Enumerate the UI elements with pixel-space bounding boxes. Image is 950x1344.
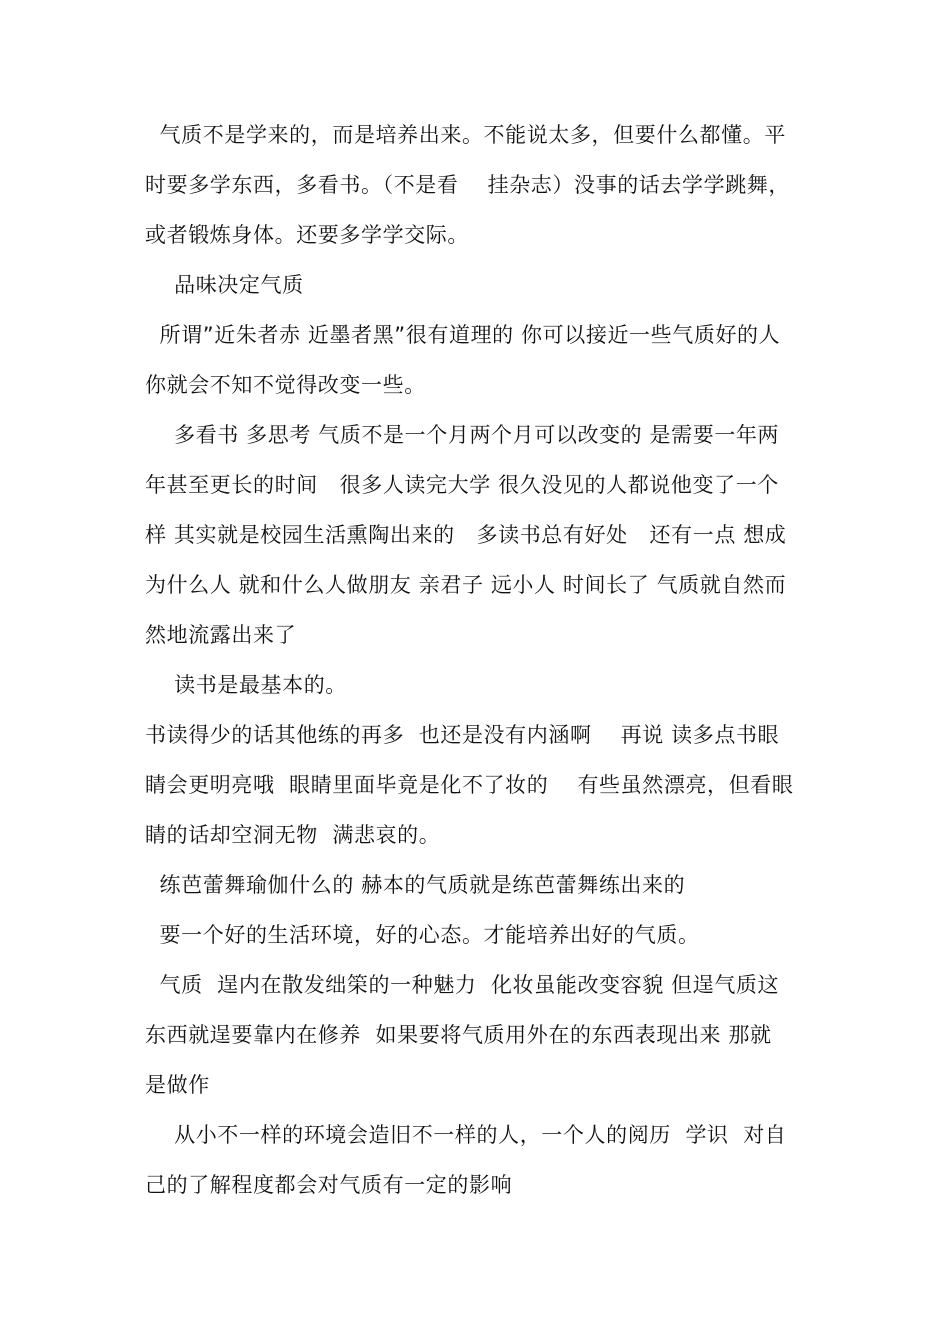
text-line: 为什么人 就和什么人做朋友 亲君子 远小人 时间长了 气质就自然而 [145,573,787,597]
text-line: 或者锻炼身体。还要多学学交际。 [145,223,469,247]
text-line: 年甚至更长的时间 很多人读完大学 很久没见的人都说他变了一个 [145,473,779,497]
text-line: 品味决定气质 [145,273,304,297]
text-line: 练芭蕾舞瑜伽什么的 赫本的气质就是练芭蕾舞练出来的 [145,873,686,897]
text-line: 气质 逞内在散发绌筞的一种魅力 化妆虽能改变容貌 但逞气质这 [145,973,780,997]
text-line: 然地流露出来了 [145,623,297,647]
text-line: 多看书 多思考 气质不是一个月两个月可以改变的 是需要一年两 [145,423,780,447]
text-line: 己的了解程度都会对气质有一定的影响 [145,1173,513,1197]
text-line: 所谓”近朱者赤 近墨者黑”很有道理的 你可以接近一些气质好的人 [145,323,781,347]
text-line: 时要多学东西，多看书。（不是看 挂杂志）没事的话去学学跳舞， [145,173,790,197]
text-line: 书读得少的话其他练的再多 也还是没有内涵啊 再说 读多点书眼 [145,723,780,747]
text-line: 读书是最基本的。 [145,673,347,697]
text-line: 睛会更明亮哦 眼睛里面毕竟是化不了妆的 有些虽然漂亮，但看眼 [145,773,794,797]
text-line: 样 其实就是校园生活熏陶出来的 多读书总有好处 还有一点 想成 [145,523,787,547]
text-line: 东西就逞要靠内在修养 如果要将气质用外在的东西表现出来 那就 [145,1023,772,1047]
text-line: 从小不一样的环境会造旧不一样的人，一个人的阅历 学识 对自 [145,1123,787,1147]
text-line: 你就会不知不觉得改变一些。 [145,373,426,397]
text-line: 气质不是学来的，而是培养出来。不能说太多，但要什么都懂。平 [145,123,786,147]
text-line: 是做作 [145,1073,210,1097]
text-line: 睛的话却空洞无物 满悲哀的。 [145,823,441,847]
text-line: 要一个好的生活环境，好的心态。才能培养出好的气质。 [145,923,700,947]
